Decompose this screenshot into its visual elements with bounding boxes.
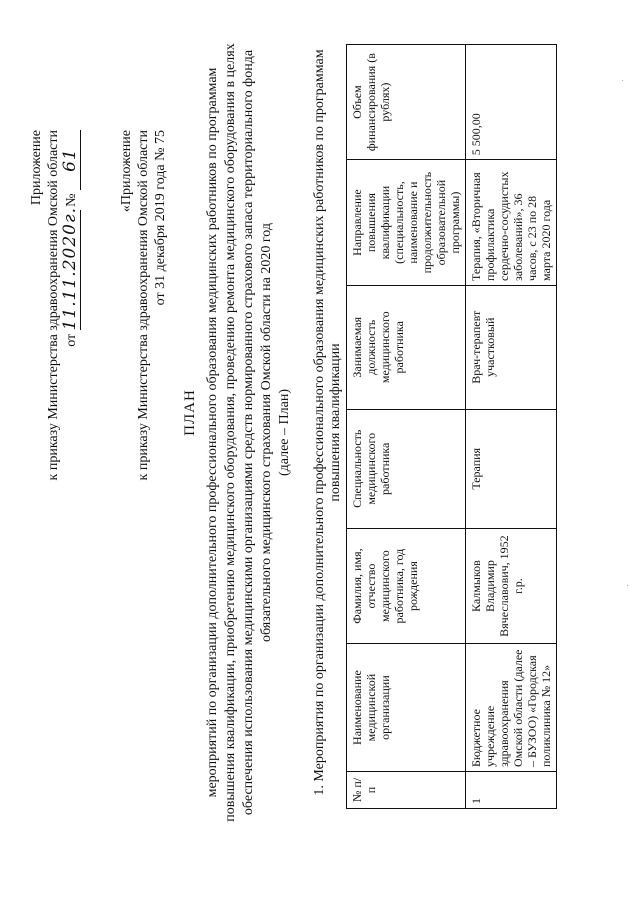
plan-description-text: мероприятий по организации дополнительного профессионального образования медицинских работников по программам повышения квалификации, приобретению медицинского оборудования, проведению ремонта медицинского оборудования в целях обеспечения использования медицинскими организациями средств нормированного страхового запаса территориального фонда обязательного медицинского страхования Омской области на 2020 год [205,43,274,822]
cell-amount: 5 500,00 [466,45,557,160]
appendix-original-header [118,130,169,480]
cell-num: 1 [466,772,557,809]
table-header-row [347,45,466,809]
cell-direction: Терапия, «Вторичная профилактика сердечно-сосудистых заболеваний», 36 часов, с 23 по 28 марта 2020 года [466,160,557,286]
appendix-date-number: от 11.11.2020г. № 61 [62,130,81,480]
cell-organization: Бюджетное учреждение здравоохранения Омской области (далее – БУЗОО) «Городская поликлиника № 12» [466,644,557,772]
header-direction: Направление повышения квалификации (специальность, наименование и продолжительность образовательной программы) [347,160,466,286]
header-specialty: Специальность медицинского работника [347,409,466,528]
plan-title: ПЛАН [182,389,198,436]
appendix-label: Приложение [29,130,44,206]
plan-short-name: (далее – План) [277,389,292,477]
header-organization: Наименование медицинской организации [347,644,466,772]
appendix-header [28,130,81,480]
header-position: Занимаемая должность медицинского работника [347,285,466,409]
header-amount: Объем финансирования (в рублях) [347,45,466,160]
header-person: Фамилия, имя, отчество медицинского работника, год рождения [347,528,466,643]
scan-speck [627,585,628,586]
appendix-orig-date-line: от 31 декабря 2019 года № 75 [153,130,168,306]
appendix-orig-label: «Приложение [119,130,134,213]
table-row [466,45,557,809]
cell-specialty: Терапия [466,409,557,528]
section-heading: 1. Мероприятия по организации дополнительного профессионального образования медицинских работников по программам повышения квалификации [312,49,343,796]
appendix-orig-order-line: к приказу Министерства здравоохранения Омской области [136,130,151,481]
header-num: № п/п [347,772,466,809]
cell-person: Калмыков Владимир Вячеславович, 1952 г.р. [466,528,557,643]
plan-description [204,40,294,825]
handwritten-number: 61 [60,148,80,172]
plan-table [346,44,557,809]
scan-speck [622,80,623,81]
cell-position: Врач-терапевт участковый [466,285,557,409]
appendix-order-line: к приказу Министерства здравоохранения Омской области [46,130,61,481]
handwritten-date: 11.11.2020г. [60,207,80,331]
